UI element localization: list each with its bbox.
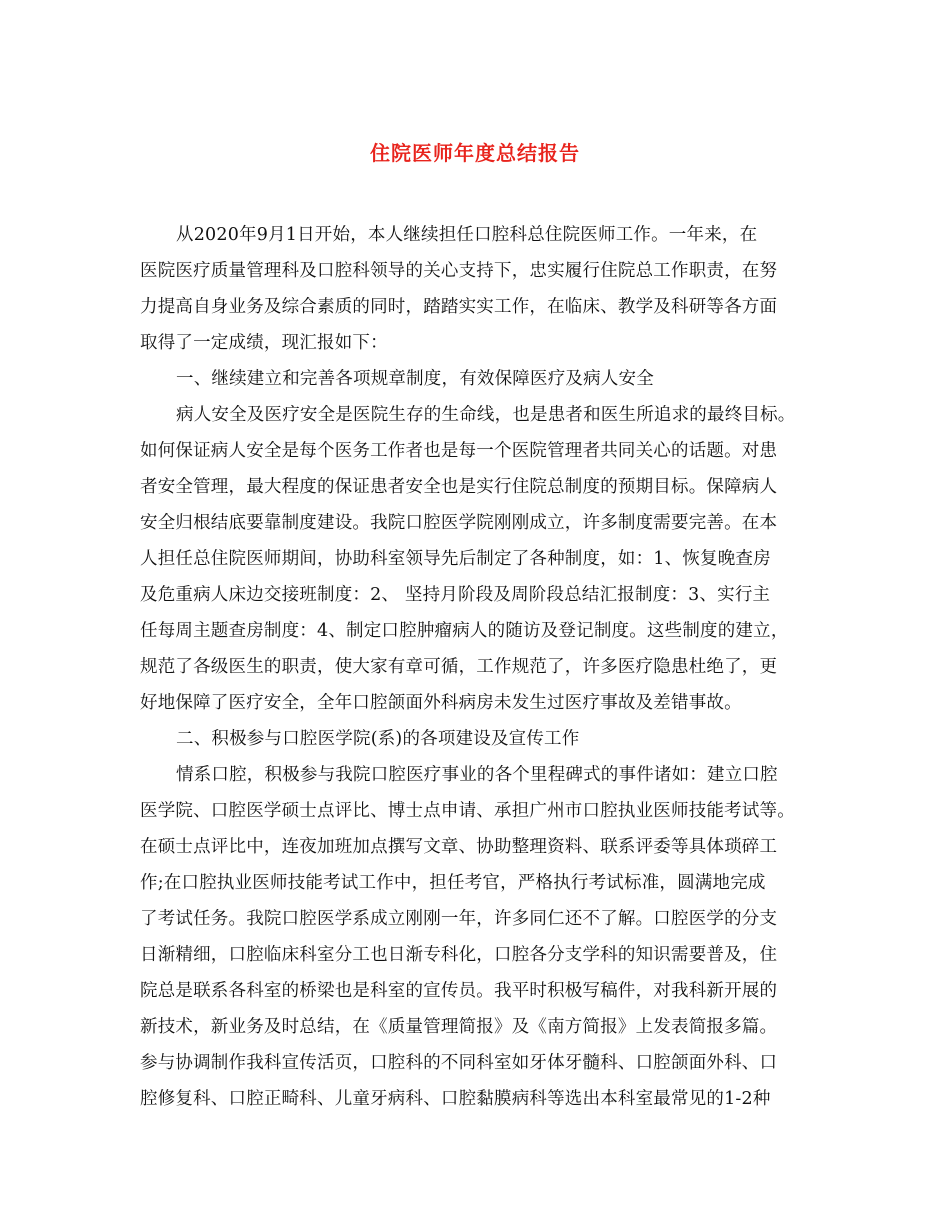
section-heading: 一、继续建立和完善各项规章制度，有效保障医疗及病人安全 — [176, 369, 654, 389]
paragraph-line: 参与协调制作我科宣传活页，口腔科的不同科室如牙体牙髓科、口腔颌面外科、口 — [140, 1053, 778, 1073]
paragraph-line: 在硕士点评比中，连夜加班加点撰写文章、协助整理资料、联系评委等具体琐碎工 — [140, 837, 778, 857]
paragraph-line: 院总是联系各科室的桥梁也是科室的宣传员。我平时积极写稿件，对我科新开展的 — [140, 981, 778, 1001]
paragraph-line: 人担任总住院医师期间，协助科室领导先后制定了各种制度，如：1、恢复晚查房 — [140, 549, 771, 569]
section-heading: 二、积极参与口腔医学院(系)的各项建设及宣传工作 — [176, 729, 580, 749]
paragraph-line: 规范了各级医生的职责，使大家有章可循，工作规范了，许多医疗隐患杜绝了，更 — [140, 657, 778, 677]
paragraph-line: 情系口腔，积极参与我院口腔医疗事业的各个里程碑式的事件诸如：建立口腔 — [176, 765, 778, 785]
paragraph-line: 任每周主题查房制度：4、制定口腔肿瘤病人的随访及登记制度。这些制度的建立， — [140, 621, 789, 641]
paragraph-line: 医学院、口腔医学硕士点评比、博士点申请、承担广州市口腔执业医师技能考试等。 — [140, 801, 795, 821]
paragraph-line: 取得了一定成绩，现汇报如下： — [140, 333, 388, 353]
paragraph-line: 腔修复科、口腔正畸科、儿童牙病科、口腔黏膜病科等选出本科室最常见的1-2种 — [140, 1089, 771, 1109]
paragraph-line: 了考试任务。我院口腔医学系成立刚刚一年，许多同仁还不了解。口腔医学的分支 — [140, 909, 778, 929]
paragraph-line: 作;在口腔执业医师技能考试工作中，担任考官，严格执行考试标准，圆满地完成 — [140, 873, 766, 893]
paragraph-line: 力提高自身业务及综合素质的同时，踏踏实实工作，在临床、教学及科研等各方面 — [140, 297, 778, 317]
paragraph-line: 病人安全及医疗安全是医院生存的生命线，也是患者和医生所追求的最终目标。 — [176, 405, 796, 425]
paragraph-line: 如何保证病人安全是每个医务工作者也是每一个医院管理者共同关心的话题。对患 — [140, 441, 778, 461]
paragraph-line: 新技术，新业务及时总结，在《质量管理简报》及《南方简报》上发表简报多篇。 — [140, 1017, 778, 1037]
paragraph-line: 安全归根结底要靠制度建设。我院口腔医学院刚刚成立，许多制度需要完善。在本 — [140, 513, 778, 533]
document-title: 住院医师年度总结报告 — [370, 141, 580, 165]
paragraph-line: 者安全管理，最大程度的保证患者安全也是实行住院总制度的预期目标。保障病人 — [140, 477, 778, 497]
paragraph-line: 从2020年9月1日开始，本人继续担任口腔科总住院医师工作。一年来，在 — [176, 225, 758, 245]
paragraph-line: 及危重病人床边交接班制度：2、 坚持月阶段及周阶段总结汇报制度：3、实行主 — [140, 585, 771, 605]
paragraph-line: 好地保障了医疗安全，全年口腔颌面外科病房未发生过医疗事故及差错事故。 — [140, 693, 742, 713]
paragraph-line: 日渐精细，口腔临床科室分工也日渐专科化，口腔各分支学科的知识需要普及，住 — [140, 945, 778, 965]
paragraph-line: 医院医疗质量管理科及口腔科领导的关心支持下，忠实履行住院总工作职责，在努 — [140, 261, 778, 281]
